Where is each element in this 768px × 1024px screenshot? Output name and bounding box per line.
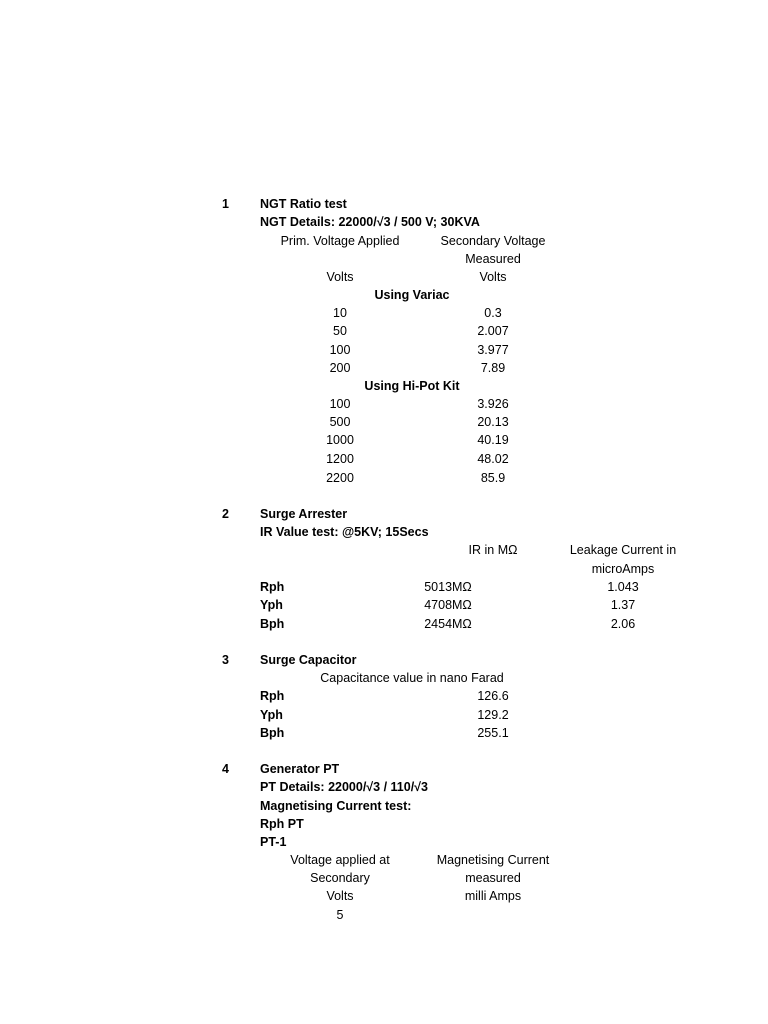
- section-title: NGT Ratio test: [260, 197, 347, 211]
- table-cell: 1000: [326, 433, 354, 447]
- section-title: Surge Capacitor: [260, 653, 357, 667]
- section-number: 4: [222, 762, 229, 776]
- col-header-prim-voltage: Prim. Voltage Applied: [280, 234, 400, 248]
- col-header-secondary-voltage: Secondary Voltage: [440, 234, 546, 248]
- group-label-variac: Using Variac: [374, 288, 450, 302]
- table-cell: 126.6: [477, 689, 509, 703]
- phase-label: Rph: [260, 580, 285, 594]
- table-cell: 1200: [326, 452, 354, 466]
- pt-label: Rph PT: [260, 817, 304, 831]
- table-cell: 200: [329, 361, 351, 375]
- table-cell: 100: [329, 397, 351, 411]
- col-unit-volts: Volts: [326, 270, 354, 284]
- table-cell: 2.007: [477, 324, 509, 338]
- section-title: Surge Arrester: [260, 507, 348, 521]
- pt-details: PT Details: 22000/√3 / 110/√3: [260, 780, 428, 794]
- ngt-details: NGT Details: 22000/√3 / 500 V; 30KVA: [260, 215, 480, 229]
- group-label-hipot: Using Hi-Pot Kit: [364, 379, 460, 393]
- table-cell: 40.19: [477, 433, 509, 447]
- phase-label: Yph: [260, 598, 283, 612]
- test-label: Magnetising Current test:: [260, 799, 412, 813]
- phase-label: Yph: [260, 708, 283, 722]
- table-cell: 129.2: [477, 708, 509, 722]
- table-cell: 2454MΩ: [424, 617, 472, 631]
- col-header-secondary: Secondary: [310, 871, 370, 885]
- col-unit-volts: Volts: [326, 889, 354, 903]
- table-cell: 10: [333, 306, 347, 320]
- table-cell: 1.37: [610, 598, 636, 612]
- section-title: Generator PT: [260, 762, 340, 776]
- table-cell: 4708MΩ: [424, 598, 472, 612]
- table-cell: 500: [329, 415, 351, 429]
- ir-test-subtitle: IR Value test: @5KV; 15Secs: [260, 525, 429, 539]
- section-number: 1: [222, 197, 229, 211]
- table-cell: 1.043: [607, 580, 639, 594]
- section-number: 3: [222, 653, 229, 667]
- col-unit-volts: Volts: [479, 270, 507, 284]
- col-unit-milliamps: milli Amps: [464, 889, 522, 903]
- table-cell: 5: [336, 908, 344, 922]
- table-cell: 2200: [326, 471, 354, 485]
- table-cell: 255.1: [477, 726, 509, 740]
- table-cell: 48.02: [477, 452, 509, 466]
- col-header-magnetising-current: Magnetising Current: [436, 853, 550, 867]
- table-cell: 100: [329, 343, 351, 357]
- table-cell: 3.977: [477, 343, 509, 357]
- section-number: 2: [222, 507, 229, 521]
- phase-label: Rph: [260, 689, 285, 703]
- table-cell: 2.06: [610, 617, 636, 631]
- col-header-measured: Measured: [465, 252, 521, 266]
- pt-sub-label: PT-1: [260, 835, 287, 849]
- col-header-ir: IR in MΩ: [468, 543, 518, 557]
- phase-label: Bph: [260, 726, 285, 740]
- table-cell: 5013MΩ: [424, 580, 472, 594]
- col-header-measured: measured: [465, 871, 521, 885]
- col-header-voltage-applied: Voltage applied at: [290, 853, 390, 867]
- col-header-microamps: microAmps: [591, 562, 655, 576]
- col-header-capacitance: Capacitance value in nano Farad: [320, 671, 504, 685]
- table-cell: 50: [333, 324, 347, 338]
- col-header-leakage: Leakage Current in: [569, 543, 677, 557]
- table-cell: 3.926: [477, 397, 509, 411]
- table-cell: 85.9: [480, 471, 506, 485]
- table-cell: 20.13: [477, 415, 509, 429]
- table-cell: 7.89: [480, 361, 506, 375]
- phase-label: Bph: [260, 617, 285, 631]
- table-cell: 0.3: [484, 306, 502, 320]
